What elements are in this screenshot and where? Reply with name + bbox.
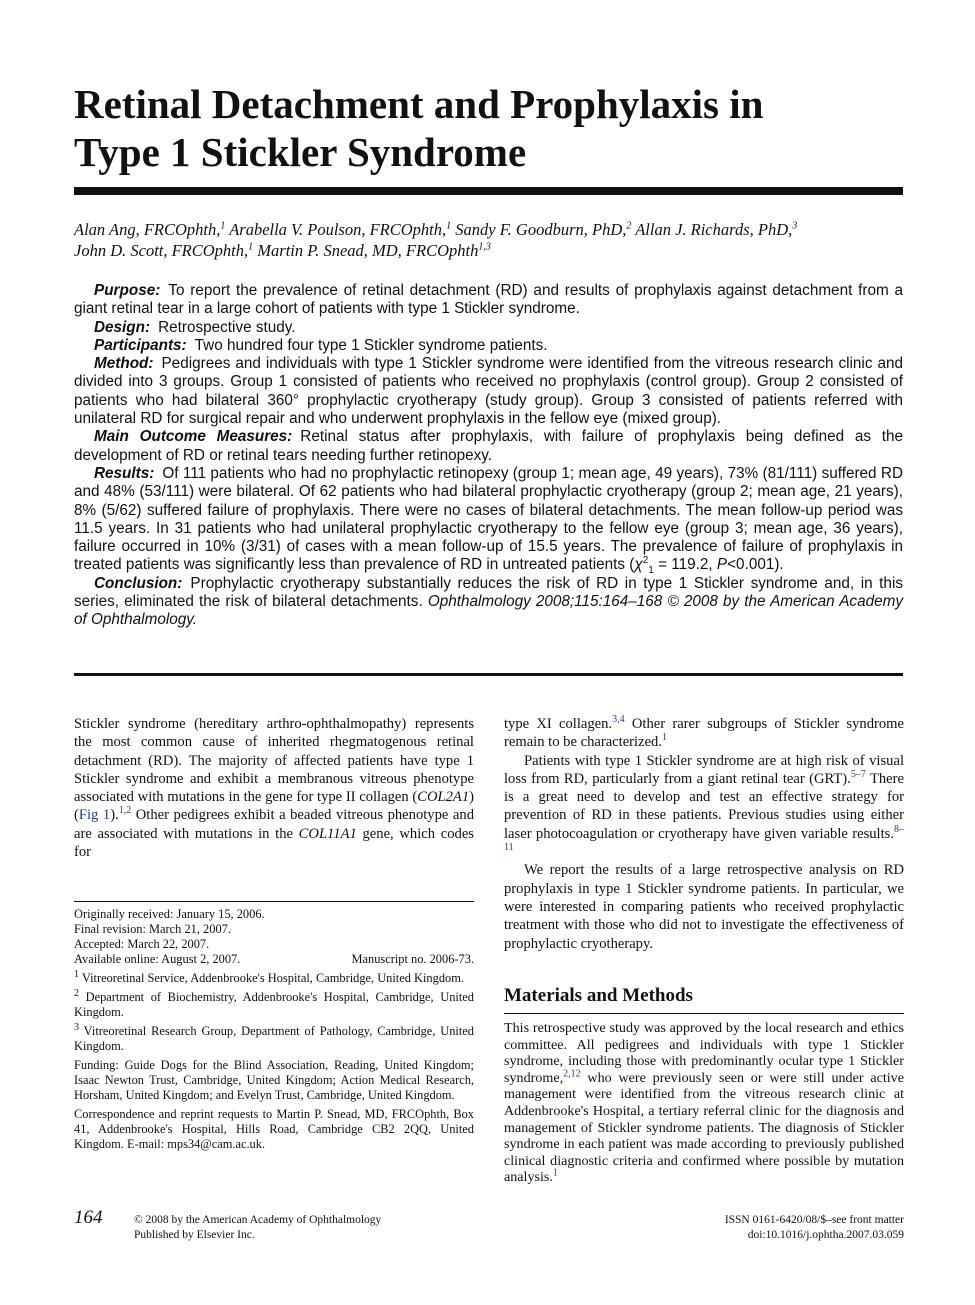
author-name: Martin P. Snead, MD, FRCOphth <box>257 241 479 260</box>
body-paragraph <box>504 752 904 862</box>
affiliation-text: Vitreoretinal Service, Addenbrooke's Hospital, Cambridge, United Kingdom. <box>79 971 464 985</box>
title-rule <box>74 187 903 195</box>
abstract-text: Two hundred four type 1 Stickler syndrome patients. <box>194 336 548 354</box>
abstract-text: To report the prevalence of retinal detachment (RD) and results of prophylaxis against detachment from a giant retinal tear in a large cohort of patients with type 1 Stickler syndrome. <box>74 282 903 318</box>
abstract-label: Results: <box>94 464 155 482</box>
footnote-funding: Funding: Guide Dogs for the Blind Association, Reading, United Kingdom; Isaac Newton Trust, Cambridge, United Kingdom; Action Medical Research, Horsham, United Kingdom; and Evelyn Trust, Cambridge, United Kingdom. <box>74 1058 474 1102</box>
article-title <box>74 80 904 176</box>
author-affiliation: 2 <box>626 220 632 232</box>
abstract-method <box>74 355 903 428</box>
body-text: who were previously seen or were still under active management were identified from the vitreous research clinic at Addenbrooke's Hospital, a tertiary referral clinic for the diagnosis and management of Stickler syndrome patients. The diagnosis of Stickler syndrome in each patient was made according to previously published clinical diagnostic criteria and confirmed where possible by mutation analysis. <box>504 1069 904 1186</box>
footnote-manuscript: Manuscript no. 2006-73. <box>351 952 474 966</box>
reference-link[interactable]: 5–7 <box>850 769 866 781</box>
abstract-text: Pedigrees and individuals with type 1 Stickler syndrome were identified from the vitreous research clinic and divided into 3 groups. Group 1 consisted of patients who received no prophylaxis (control group). Group 2 consisted of patients who had bilateral 360° prophylactic cryotherapy (study group). Group 3 consisted of patients referred with unilateral RD for surgical repair and who underwent prophylaxis in the fellow eye (mixed group). <box>74 355 903 428</box>
abstract-citation: Ophthalmology 2008;115:164–168 © 2008 by the American Academy of Ophthalmology. <box>74 593 903 629</box>
section-rule <box>504 1013 904 1014</box>
abstract-label: Design: <box>94 318 151 336</box>
author-affiliation: 3 <box>792 220 798 232</box>
abstract-design <box>74 319 903 337</box>
footnote-affiliation <box>74 1021 474 1054</box>
footer-issn: ISSN 0161-6420/08/$–see front matter <box>724 1214 904 1226</box>
body-text: This retrospective study was approved by the local research and ethics committee. All pedigrees and individuals with type 1 Stickler syndrome, including those with predominantly ocular type 1 Stickler syndrome, <box>504 1020 904 1086</box>
author-name: Arabella V. Poulson, FRCOphth, <box>229 220 447 239</box>
figure-link[interactable]: Fig 1 <box>78 807 111 824</box>
author-name: Alan Ang, FRCOphth, <box>74 220 221 239</box>
author-affiliation: 1 <box>220 220 226 232</box>
abstract-label: Purpose: <box>94 282 161 299</box>
affiliation-number: 3 <box>74 1021 79 1033</box>
footnotes <box>74 907 474 1156</box>
footnote-correspondence: Correspondence and reprint requests to Martin P. Snead, MD, FRCOphth, Box 41, Addenbrooke's Hospital, Hills Road, Cambridge CB2 2QQ, United Kingdom. E-mail: mps34@cam.ac.uk. <box>74 1107 474 1151</box>
footnote-affiliation <box>74 968 474 986</box>
chi-symbol: χ <box>634 556 643 574</box>
title-line-2: Type 1 Stickler Syndrome <box>74 129 527 175</box>
body-text: type XI collagen. <box>504 716 613 732</box>
section-heading: Materials and Methods <box>504 985 693 1006</box>
abstract-purpose <box>74 282 903 319</box>
footer-publisher: Published by Elsevier Inc. <box>134 1229 255 1241</box>
abstract-text: Retrospective study. <box>158 318 296 336</box>
body-text: Other rarer subgroups of Stickler syndrome remain to be characterized. <box>504 716 904 751</box>
body-paragraph <box>504 1020 904 1186</box>
body-left-column <box>74 715 474 861</box>
abstract-participants <box>74 337 903 355</box>
footer-right <box>725 1213 904 1243</box>
author-name: Sandy F. Goodburn, PhD, <box>455 220 627 239</box>
reference-link[interactable]: 1,2 <box>118 805 132 817</box>
body-text: Other pedigrees exhibit a beaded vitreous phenotype and are associated with mutations in the <box>74 807 474 842</box>
abstract-text: Retinal status after prophylaxis, with failure of prophylaxis being defined as the development of RD or retinal tears needing further retinopexy. <box>74 428 903 464</box>
footnote-final-revision: Final revision: March 21, 2007. <box>74 922 231 936</box>
chi-subscript: 1 <box>648 565 654 577</box>
abstract-label: Participants: <box>94 336 187 354</box>
abstract-results <box>74 465 903 575</box>
author-name: Allan J. Richards, PhD, <box>635 220 793 239</box>
reference-link[interactable]: 1 <box>662 732 668 744</box>
title-line-1: Retinal Detachment and Prophylaxis in <box>74 81 764 127</box>
abstract-outcome <box>74 428 903 465</box>
footer-doi: doi:10.1016/j.ophtha.2007.03.059 <box>747 1229 904 1241</box>
body-text: ) ( <box>74 789 474 824</box>
gene-name: COL2A1 <box>417 789 470 806</box>
abstract-text: Prophylactic cryotherapy substantially reduces the risk of RD in type 1 Stickler syndrome and, in this series, eliminated the risk of bilateral detachments. <box>74 574 903 611</box>
chi-superscript: 2 <box>642 555 649 567</box>
body-paragraph <box>74 715 474 861</box>
gene-name: COL11A1 <box>298 825 357 842</box>
abstract-text: <0.001). <box>727 556 784 574</box>
footnote-received: Originally received: January 15, 2006. <box>74 907 265 921</box>
footer-copyright: © 2008 by the American Academy of Ophthalmology <box>134 1214 382 1226</box>
p-symbol: P <box>716 556 728 574</box>
author-affiliation: 1 <box>248 241 254 253</box>
affiliation-number: 1 <box>74 968 79 980</box>
footer-left <box>134 1213 381 1243</box>
body-paragraph <box>504 715 904 752</box>
footnote-online: Available online: August 2, 2007. <box>74 952 241 966</box>
body-text: There is a great need to develop and test an effective strategy for prevention of RD in these patients. Previous studies using either laser photocoagulation or cryotherapy have given variable results. <box>504 770 904 842</box>
footnote-accepted: Accepted: March 22, 2007. <box>74 937 210 951</box>
body-text: ). <box>110 807 119 824</box>
abstract-rule <box>74 673 903 676</box>
page-number: 164 <box>74 1207 103 1228</box>
reference-link[interactable]: 8–11 <box>504 823 904 854</box>
body-paragraph: We report the results of a large retrospective analysis on RD prophylaxis in type 1 Stickler syndrome patients. In particular, we were interested in comparing patients who received prophylactic treatment with those who did not to investigate the effectiveness of prophylactic cryotherapy. <box>504 862 904 952</box>
affiliation-number: 2 <box>74 987 79 999</box>
reference-link[interactable]: 1 <box>552 1167 558 1179</box>
abstract-conclusion <box>74 575 903 630</box>
footnote-rule <box>74 901 474 902</box>
abstract-label: Main Outcome Measures: <box>94 428 293 446</box>
affiliation-text: Vitreoretinal Research Group, Department of Pathology, Cambridge, United Kingdom. <box>74 1024 474 1053</box>
affiliation-text: Department of Biochemistry, Addenbrooke's Hospital, Cambridge, United Kingdom. <box>74 990 474 1019</box>
body-right-column <box>504 715 904 953</box>
author-affiliation: 1,3 <box>478 241 491 253</box>
body-text: Patients with type 1 Stickler syndrome are at high risk of visual loss from RD, particularly from a giant retinal tear (GRT). <box>504 752 904 787</box>
abstract-label: Conclusion: <box>94 574 183 592</box>
abstract <box>74 282 903 630</box>
reference-link[interactable]: 2,12 <box>563 1068 581 1080</box>
abstract-label: Method: <box>94 355 154 373</box>
body-text: Stickler syndrome (hereditary arthro-ophthalmopathy) represents the most common cause of inherited rhegmatogenous retinal detachment (RD). The majority of affected patients have type 1 Stickler syndrome and exhibit a membranous vitreous phenotype associated with mutations in the gene for type II collagen ( <box>74 716 474 806</box>
body-text: gene, which codes for <box>74 825 474 861</box>
footnote-online-row <box>74 952 474 967</box>
abstract-text: Of 111 patients who had no prophylactic retinopexy (group 1; mean age, 49 years), 73% (81/111) suffered RD and 48% (53/111) were bilateral. Of 62 patients who had bilateral prophylactic cryotherapy (group 2; mean age, 21 years), 8% (5/62) suffered failure of prophylaxis. There were no cases of bilateral detachments. The mean follow-up period was 11.5 years. In 31 patients who had unilateral prophylactic cryotherapy to the fellow eye (group 3; mean age, 36 years), failure occurred in 10% (3/31) of cases with a mean follow-up of 15.5 years. The prevalence of failure of prophylaxis in treated patients was significantly less than prevalence of RD in untreated patients ( <box>74 464 903 574</box>
abstract-text: = 119.2, <box>653 556 717 574</box>
author-name: John D. Scott, FRCOphth, <box>74 241 249 260</box>
footnote-affiliation <box>74 987 474 1020</box>
author-list <box>74 219 904 261</box>
reference-link[interactable]: 3,4 <box>612 714 625 726</box>
materials-methods-text <box>504 1020 904 1186</box>
author-affiliation: 1 <box>446 220 452 232</box>
